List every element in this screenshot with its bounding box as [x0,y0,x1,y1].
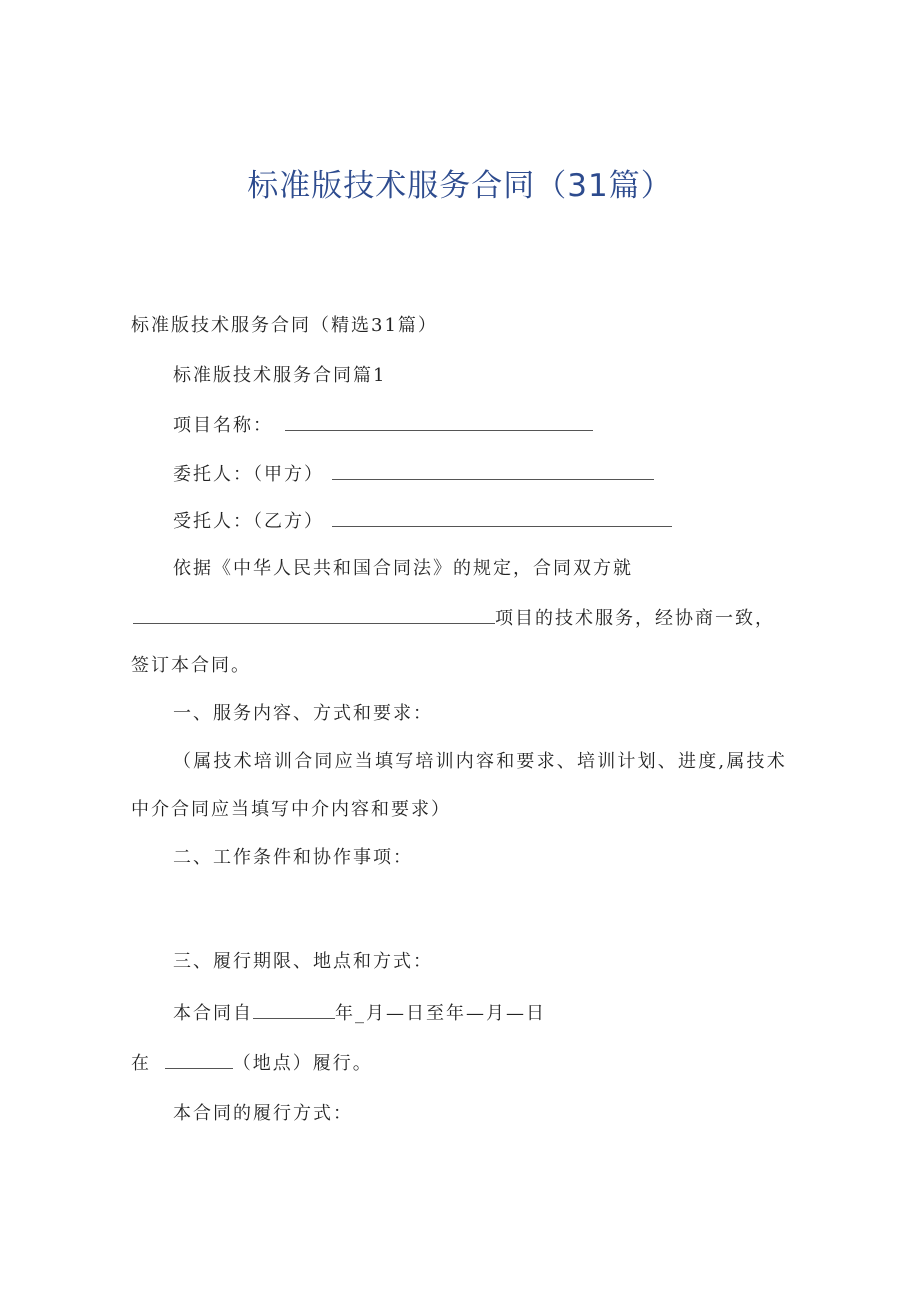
intro-line-2 [133,605,775,632]
section-3-heading: 三、履行期限、地点和方式： [173,951,433,972]
project-name-label: 项目名称： [173,415,273,436]
place-blank [165,1050,233,1069]
term-row [173,1000,546,1027]
section-1-heading: 一、服务内容、方式和要求： [173,703,433,724]
project-name-blank [285,412,593,431]
service-subject-blank [133,605,495,624]
performance-method: 本合同的履行方式： [173,1103,353,1124]
start-year-blank [253,1000,335,1019]
contractor-label: 受托人：（乙方） [173,511,324,532]
place-prefix: 在 [131,1053,151,1074]
term-suffix: 年_月—日至年—月—日 [335,1003,546,1024]
section-1-note-line-2: 中介合同应当填写中介内容和要求） [131,799,451,820]
section-1-note-line-1: （属技术培训合同应当填写培训内容和要求、培训计划、进度,属技术 [173,751,787,772]
client-label: 委托人：（甲方） [173,464,324,485]
term-prefix: 本合同自 [173,1003,253,1024]
contractor-row [173,508,672,535]
intro-line-2-text: 项目的技术服务，经协商一致， [495,608,775,629]
client-row [173,461,654,488]
section-heading: 标准版技术服务合同篇1 [173,365,387,386]
contractor-blank [332,508,672,527]
project-name-row [173,412,593,439]
place-row [131,1050,373,1077]
document-subtitle: 标准版技术服务合同（精选31篇） [131,315,438,336]
client-blank [332,461,654,480]
section-2-heading: 二、工作条件和协作事项： [173,847,413,868]
intro-line-3: 签订本合同。 [131,655,251,676]
document-title: 标准版技术服务合同（31篇） [247,168,673,204]
intro-line-1: 依据《中华人民共和国合同法》的规定，合同双方就 [173,558,633,579]
place-suffix: （地点）履行。 [232,1053,373,1074]
